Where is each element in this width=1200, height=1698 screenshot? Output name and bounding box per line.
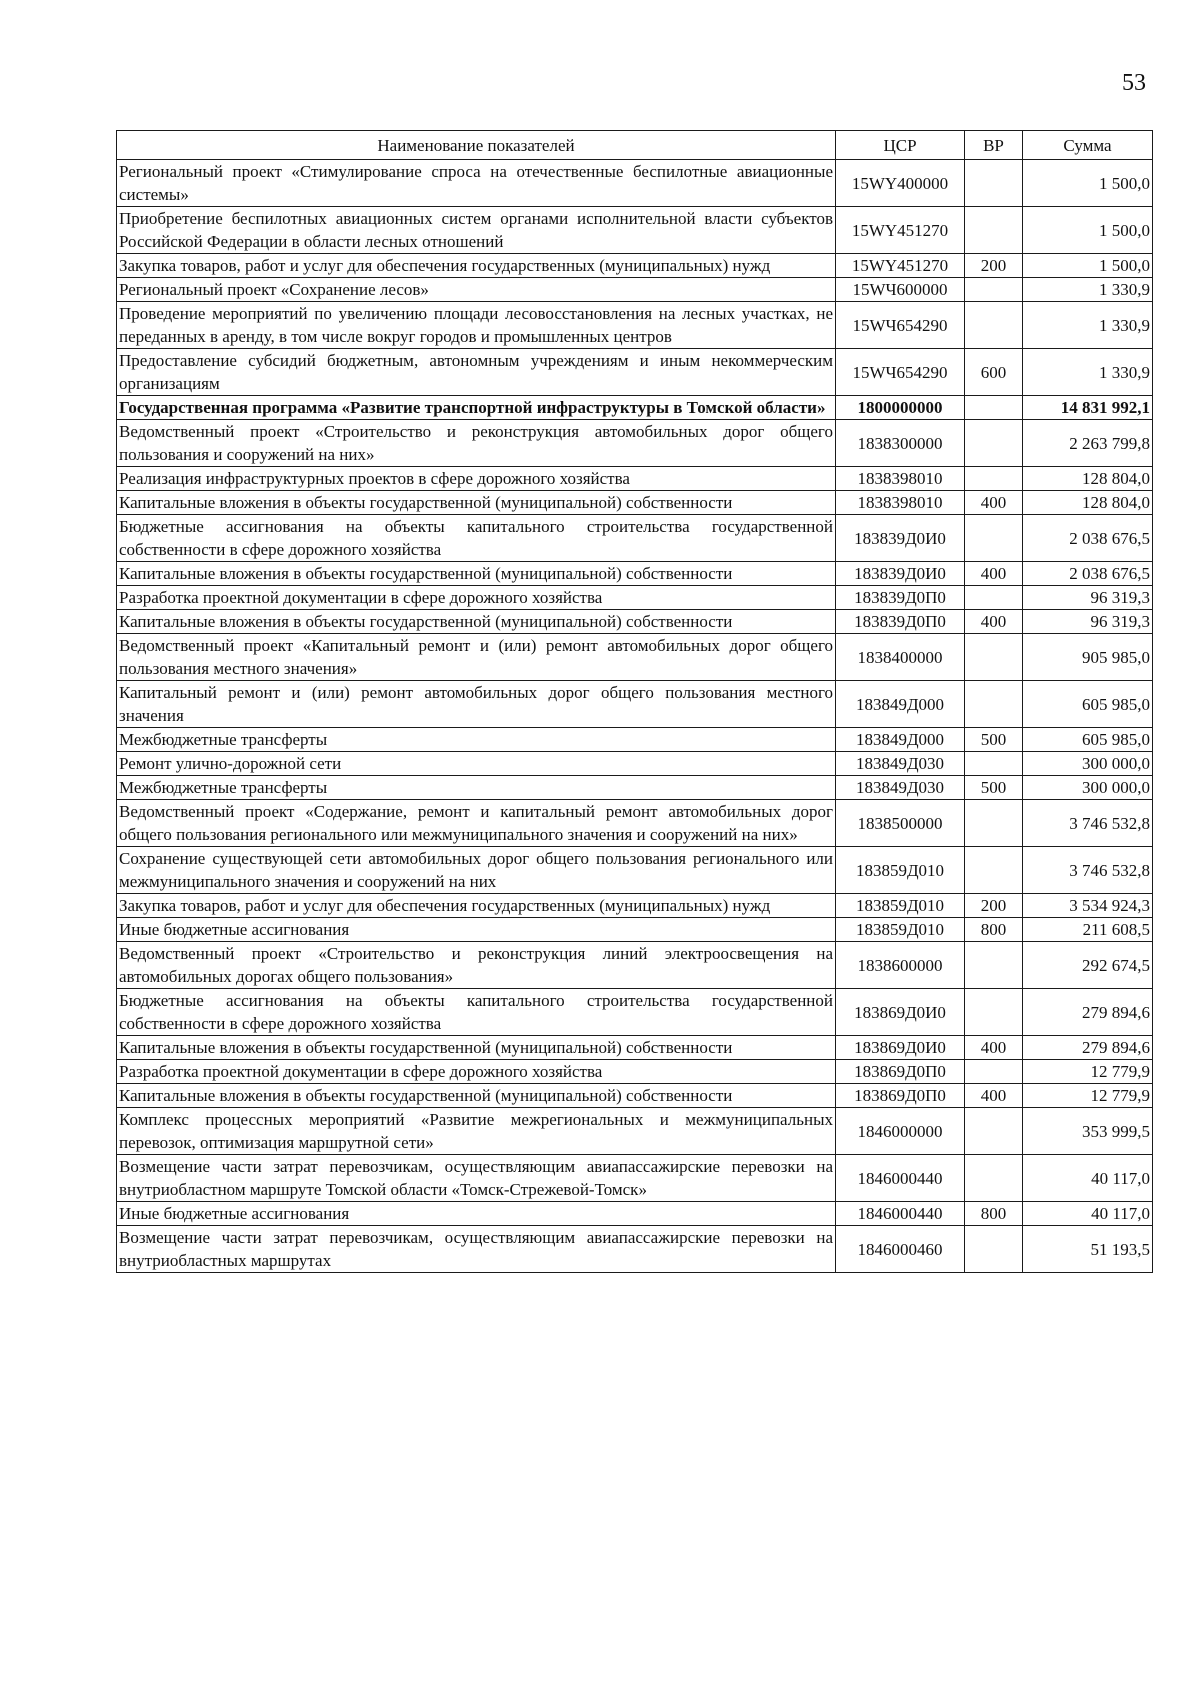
cell-vr: 800 — [965, 918, 1023, 942]
table-row — [117, 800, 1153, 847]
cell-csr: 183849Д000 — [836, 728, 965, 752]
cell-csr: 183839Д0И0 — [836, 562, 965, 586]
cell-vr: 600 — [965, 349, 1023, 396]
cell-vr — [965, 1060, 1023, 1084]
cell-sum: 2 038 676,5 — [1023, 562, 1153, 586]
cell-name: Бюджетные ассигнования на объекты капитального строительства государственной собственности в сфере дорожного хозяйства — [117, 515, 836, 562]
cell-vr: 500 — [965, 776, 1023, 800]
cell-sum: 353 999,5 — [1023, 1108, 1153, 1155]
cell-name: Ведомственный проект «Строительство и реконструкция автомобильных дорог общего пользования и сооружений на них» — [117, 420, 836, 467]
cell-name: Комплекс процессных мероприятий «Развитие межрегиональных и межмуниципальных перевозок, оптимизация маршрутной сети» — [117, 1108, 836, 1155]
cell-sum: 12 779,9 — [1023, 1084, 1153, 1108]
cell-name: Ремонт улично-дорожной сети — [117, 752, 836, 776]
cell-vr — [965, 1226, 1023, 1273]
cell-sum: 300 000,0 — [1023, 752, 1153, 776]
cell-name: Ведомственный проект «Содержание, ремонт и капитальный ремонт автомобильных дорог общего пользования регионального или межмуниципального значения и сооружений на них» — [117, 800, 836, 847]
cell-csr: 1846000460 — [836, 1226, 965, 1273]
cell-vr — [965, 634, 1023, 681]
table-row — [117, 1036, 1153, 1060]
cell-csr: 15WY451270 — [836, 207, 965, 254]
cell-csr: 1800000000 — [836, 396, 965, 420]
cell-csr: 1838600000 — [836, 942, 965, 989]
cell-sum: 605 985,0 — [1023, 681, 1153, 728]
cell-name: Возмещение части затрат перевозчикам, осуществляющим авиапассажирские перевозки на внутриобластных маршрутах — [117, 1226, 836, 1273]
cell-name: Разработка проектной документации в сфере дорожного хозяйства — [117, 1060, 836, 1084]
cell-csr: 183869Д0И0 — [836, 1036, 965, 1060]
table-row — [117, 1202, 1153, 1226]
table-row — [117, 1226, 1153, 1273]
cell-csr: 1838400000 — [836, 634, 965, 681]
cell-csr: 183859Д010 — [836, 847, 965, 894]
cell-csr: 1838300000 — [836, 420, 965, 467]
cell-name: Закупка товаров, работ и услуг для обеспечения государственных (муниципальных) нужд — [117, 254, 836, 278]
cell-name: Капитальные вложения в объекты государственной (муниципальной) собственности — [117, 1084, 836, 1108]
table-row — [117, 610, 1153, 634]
cell-name: Сохранение существующей сети автомобильных дорог общего пользования регионального или межмуниципального значения и сооружений на них — [117, 847, 836, 894]
cell-name: Капитальные вложения в объекты государственной (муниципальной) собственности — [117, 562, 836, 586]
cell-sum: 300 000,0 — [1023, 776, 1153, 800]
cell-vr: 400 — [965, 610, 1023, 634]
cell-sum: 96 319,3 — [1023, 586, 1153, 610]
table-row — [117, 681, 1153, 728]
table-row — [117, 752, 1153, 776]
table-row — [117, 349, 1153, 396]
header-vr: ВР — [965, 131, 1023, 160]
cell-name: Региональный проект «Сохранение лесов» — [117, 278, 836, 302]
table-row — [117, 420, 1153, 467]
table-row — [117, 396, 1153, 420]
cell-csr: 183849Д000 — [836, 681, 965, 728]
table-row — [117, 254, 1153, 278]
cell-csr: 183859Д010 — [836, 918, 965, 942]
cell-csr: 15WЧ654290 — [836, 349, 965, 396]
cell-name: Разработка проектной документации в сфере дорожного хозяйства — [117, 586, 836, 610]
cell-vr — [965, 515, 1023, 562]
cell-name: Реализация инфраструктурных проектов в сфере дорожного хозяйства — [117, 467, 836, 491]
table-row — [117, 989, 1153, 1036]
cell-vr — [965, 160, 1023, 207]
header-name: Наименование показателей — [117, 131, 836, 160]
table-row — [117, 1084, 1153, 1108]
cell-sum: 12 779,9 — [1023, 1060, 1153, 1084]
cell-vr — [965, 800, 1023, 847]
cell-sum: 3 746 532,8 — [1023, 800, 1153, 847]
cell-sum: 1 330,9 — [1023, 349, 1153, 396]
table-row — [117, 491, 1153, 515]
cell-csr: 1846000440 — [836, 1202, 965, 1226]
cell-vr: 400 — [965, 491, 1023, 515]
cell-csr: 1838398010 — [836, 491, 965, 515]
cell-sum: 2 263 799,8 — [1023, 420, 1153, 467]
cell-csr: 183849Д030 — [836, 776, 965, 800]
table-row — [117, 160, 1153, 207]
cell-sum: 1 330,9 — [1023, 302, 1153, 349]
table-row — [117, 634, 1153, 681]
table-row — [117, 1060, 1153, 1084]
header-row — [117, 131, 1153, 160]
table-row — [117, 1108, 1153, 1155]
cell-name: Иные бюджетные ассигнования — [117, 1202, 836, 1226]
cell-sum: 128 804,0 — [1023, 491, 1153, 515]
table-row — [117, 207, 1153, 254]
table-row — [117, 847, 1153, 894]
cell-sum: 40 117,0 — [1023, 1155, 1153, 1202]
table-row — [117, 278, 1153, 302]
cell-vr — [965, 942, 1023, 989]
table-header — [117, 131, 1153, 160]
cell-sum: 1 500,0 — [1023, 160, 1153, 207]
cell-vr: 800 — [965, 1202, 1023, 1226]
cell-sum: 14 831 992,1 — [1023, 396, 1153, 420]
cell-csr: 15WЧ654290 — [836, 302, 965, 349]
cell-name: Возмещение части затрат перевозчикам, осуществляющим авиапассажирские перевозки на внутриобластном маршруте Томской области «Томск-Стрежевой-Томск» — [117, 1155, 836, 1202]
table-row — [117, 586, 1153, 610]
cell-sum: 292 674,5 — [1023, 942, 1153, 989]
cell-csr: 183869Д0П0 — [836, 1060, 965, 1084]
cell-vr — [965, 752, 1023, 776]
cell-sum: 1 330,9 — [1023, 278, 1153, 302]
cell-name: Бюджетные ассигнования на объекты капитального строительства государственной собственности в сфере дорожного хозяйства — [117, 989, 836, 1036]
cell-sum: 905 985,0 — [1023, 634, 1153, 681]
cell-name: Закупка товаров, работ и услуг для обеспечения государственных (муниципальных) нужд — [117, 894, 836, 918]
cell-name: Капитальный ремонт и (или) ремонт автомобильных дорог общего пользования местного значения — [117, 681, 836, 728]
cell-vr — [965, 989, 1023, 1036]
cell-csr: 15WY451270 — [836, 254, 965, 278]
cell-vr: 400 — [965, 1084, 1023, 1108]
cell-sum: 211 608,5 — [1023, 918, 1153, 942]
cell-name: Приобретение беспилотных авиационных систем органами исполнительной власти субъектов Российской Федерации в области лесных отношений — [117, 207, 836, 254]
cell-csr: 1838398010 — [836, 467, 965, 491]
cell-vr — [965, 1108, 1023, 1155]
cell-sum: 279 894,6 — [1023, 989, 1153, 1036]
cell-sum: 40 117,0 — [1023, 1202, 1153, 1226]
table-row — [117, 728, 1153, 752]
cell-vr: 200 — [965, 894, 1023, 918]
cell-csr: 183869Д0П0 — [836, 1084, 965, 1108]
cell-vr — [965, 586, 1023, 610]
cell-csr: 15WЧ600000 — [836, 278, 965, 302]
cell-sum: 279 894,6 — [1023, 1036, 1153, 1060]
cell-csr: 1846000440 — [836, 1155, 965, 1202]
cell-csr: 183869Д0И0 — [836, 989, 965, 1036]
table-row — [117, 562, 1153, 586]
cell-csr: 183849Д030 — [836, 752, 965, 776]
cell-vr: 400 — [965, 1036, 1023, 1060]
cell-vr: 500 — [965, 728, 1023, 752]
cell-sum: 3 746 532,8 — [1023, 847, 1153, 894]
page-number: 53 — [1122, 70, 1146, 96]
cell-name: Государственная программа «Развитие транспортной инфраструктуры в Томской области» — [117, 396, 836, 420]
table-body — [117, 160, 1153, 1273]
table-row — [117, 942, 1153, 989]
cell-sum: 1 500,0 — [1023, 254, 1153, 278]
cell-csr: 1838500000 — [836, 800, 965, 847]
cell-sum: 3 534 924,3 — [1023, 894, 1153, 918]
cell-csr: 183839Д0П0 — [836, 610, 965, 634]
cell-sum: 128 804,0 — [1023, 467, 1153, 491]
cell-csr: 15WY400000 — [836, 160, 965, 207]
cell-name: Предоставление субсидий бюджетным, автономным учреждениям и иным некоммерческим организациям — [117, 349, 836, 396]
cell-vr: 200 — [965, 254, 1023, 278]
cell-csr: 183839Д0И0 — [836, 515, 965, 562]
cell-sum: 51 193,5 — [1023, 1226, 1153, 1273]
cell-vr — [965, 278, 1023, 302]
cell-name: Региональный проект «Стимулирование спроса на отечественные беспилотные авиационные системы» — [117, 160, 836, 207]
header-sum: Сумма — [1023, 131, 1153, 160]
cell-sum: 96 319,3 — [1023, 610, 1153, 634]
cell-vr — [965, 847, 1023, 894]
cell-name: Капитальные вложения в объекты государственной (муниципальной) собственности — [117, 491, 836, 515]
table-row — [117, 515, 1153, 562]
cell-vr — [965, 302, 1023, 349]
budget-table — [116, 130, 1153, 1273]
table-row — [117, 894, 1153, 918]
cell-name: Межбюджетные трансферты — [117, 776, 836, 800]
table-row — [117, 776, 1153, 800]
cell-csr: 183859Д010 — [836, 894, 965, 918]
cell-sum: 2 038 676,5 — [1023, 515, 1153, 562]
cell-vr — [965, 396, 1023, 420]
cell-name: Капитальные вложения в объекты государственной (муниципальной) собственности — [117, 610, 836, 634]
cell-vr: 400 — [965, 562, 1023, 586]
cell-sum: 1 500,0 — [1023, 207, 1153, 254]
cell-sum: 605 985,0 — [1023, 728, 1153, 752]
table-row — [117, 918, 1153, 942]
table-row — [117, 302, 1153, 349]
cell-csr: 183839Д0П0 — [836, 586, 965, 610]
cell-name: Ведомственный проект «Капитальный ремонт и (или) ремонт автомобильных дорог общего пользования местного значения» — [117, 634, 836, 681]
cell-name: Ведомственный проект «Строительство и реконструкция линий электроосвещения на автомобильных дорогах общего пользования» — [117, 942, 836, 989]
cell-vr — [965, 420, 1023, 467]
cell-name: Проведение мероприятий по увеличению площади лесовосстановления на лесных участках, не переданных в аренду, в том числе вокруг городов и промышленных центров — [117, 302, 836, 349]
table-row — [117, 467, 1153, 491]
cell-name: Капитальные вложения в объекты государственной (муниципальной) собственности — [117, 1036, 836, 1060]
cell-name: Межбюджетные трансферты — [117, 728, 836, 752]
cell-csr: 1846000000 — [836, 1108, 965, 1155]
header-csr: ЦСР — [836, 131, 965, 160]
table-row — [117, 1155, 1153, 1202]
cell-vr — [965, 681, 1023, 728]
cell-name: Иные бюджетные ассигнования — [117, 918, 836, 942]
cell-vr — [965, 207, 1023, 254]
cell-vr — [965, 467, 1023, 491]
cell-vr — [965, 1155, 1023, 1202]
